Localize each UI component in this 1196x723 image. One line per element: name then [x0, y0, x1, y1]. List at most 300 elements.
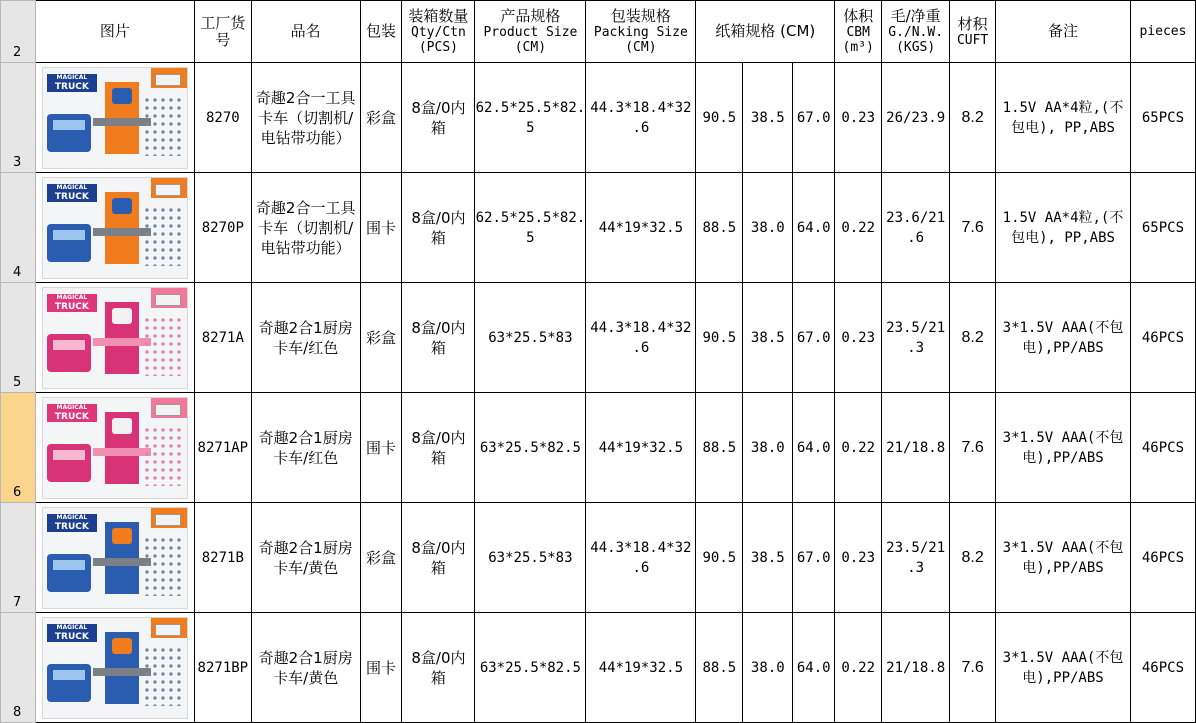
item-no-text: 8271BP: [197, 659, 249, 676]
name-line3: 电钻带功能）: [260, 128, 351, 147]
product-size-line1: 62.5*25.5*82.: [475, 209, 586, 226]
box-logo-line1: MAGICAL: [56, 513, 88, 521]
carton-width-text: 38.0: [750, 659, 785, 676]
cell-packing[interactable]: [360, 393, 402, 503]
box-tag: [155, 184, 181, 196]
box-logo-line2: TRUCK: [54, 81, 89, 92]
name-line1: 奇趣2合1厨房: [258, 538, 353, 557]
carton-width-text: 38.5: [750, 329, 785, 346]
cell-carton-width[interactable]: [743, 173, 793, 283]
header-packing-size-line3: (CM): [625, 40, 657, 55]
cell-packing-size[interactable]: [586, 173, 696, 283]
cell-image[interactable]: [35, 613, 194, 723]
toy-bus-window: [53, 230, 85, 240]
box-tag: [155, 624, 181, 636]
cell-packing-size[interactable]: [586, 283, 696, 393]
header-factory-no-line1: 工厂货: [200, 13, 246, 32]
item-no-text: 8271AP: [197, 439, 249, 456]
row-number-label: 7: [13, 595, 22, 610]
name-line2: 卡车/红色: [273, 338, 339, 357]
box-logo: [47, 514, 97, 532]
packing-size-line2: .6: [632, 559, 650, 576]
box-logo-line2: TRUCK: [54, 411, 89, 422]
packing-text: 彩盒: [366, 328, 397, 347]
header-carton-size-label: 纸箱规格 (CM): [715, 22, 816, 40]
cell-weight[interactable]: [882, 63, 950, 173]
header-volume-line2: CBM: [846, 25, 870, 40]
cell-cuft[interactable]: [950, 613, 996, 723]
cell-product-size[interactable]: [475, 173, 586, 283]
name-line1: 奇趣2合1厨房: [258, 648, 353, 667]
cell-name[interactable]: [251, 393, 360, 503]
cell-image[interactable]: [35, 393, 194, 503]
remark-line2: 包电), PP,ABS: [1011, 119, 1115, 136]
box-logo: [47, 624, 97, 642]
cell-carton-height[interactable]: [793, 283, 835, 393]
cell-weight[interactable]: [882, 393, 950, 503]
packing-size-line2: .6: [632, 339, 650, 356]
header-remark[interactable]: [996, 1, 1131, 63]
remark-line1: 1.5V AA*4粒,(不: [1002, 209, 1124, 226]
header-name[interactable]: [251, 1, 360, 63]
cell-name[interactable]: [251, 503, 360, 613]
pieces-text: 46PCS: [1141, 549, 1185, 566]
cbm-text: 0.22: [841, 219, 876, 236]
remark-line1: 3*1.5V AAA(不包: [1002, 539, 1124, 556]
header-qty-line2: Qty/Ctn: [411, 25, 466, 40]
carton-width-text: 38.0: [750, 219, 785, 236]
carton-height-text: 64.0: [796, 219, 831, 236]
cuft-text: 7.6: [961, 658, 984, 676]
packing-text: 彩盒: [366, 548, 397, 567]
toy-bus-window: [53, 670, 85, 680]
cell-cbm[interactable]: [835, 393, 882, 503]
pieces-text: 65PCS: [1141, 109, 1185, 126]
cell-qty[interactable]: [402, 613, 475, 723]
row-number-label: 4: [13, 265, 22, 280]
header-image-label: 图片: [99, 22, 130, 40]
name-line2: 卡车/黄色: [273, 558, 339, 577]
toy-face-shape: [112, 528, 132, 544]
cell-pieces[interactable]: [1130, 503, 1195, 613]
carton-length-text: 90.5: [702, 109, 737, 126]
cell-qty[interactable]: [402, 393, 475, 503]
box-logo-line1: MAGICAL: [56, 73, 88, 81]
header-qty[interactable]: [402, 1, 475, 63]
cell-remark[interactable]: [996, 63, 1131, 173]
cell-carton-length[interactable]: [696, 503, 743, 613]
cell-packing-size[interactable]: [586, 63, 696, 173]
cell-remark[interactable]: [996, 613, 1131, 723]
cell-pieces[interactable]: [1130, 173, 1195, 283]
cell-carton-width[interactable]: [743, 613, 793, 723]
cell-carton-width[interactable]: [743, 503, 793, 613]
cell-cbm[interactable]: [835, 503, 882, 613]
toy-bus-shape: [47, 334, 91, 372]
header-volume-line1: 体积: [843, 7, 874, 25]
cell-weight[interactable]: [882, 503, 950, 613]
box-logo: [47, 184, 97, 202]
header-weight-line1: 毛/净重: [890, 7, 941, 25]
box-logo: [47, 74, 97, 92]
carton-width-text: 38.5: [750, 109, 785, 126]
cell-name[interactable]: [251, 283, 360, 393]
name-line3: 电钻带功能）: [260, 238, 351, 257]
cell-item-no[interactable]: [194, 283, 251, 393]
pieces-text: 46PCS: [1141, 439, 1185, 456]
cell-image[interactable]: [35, 173, 194, 283]
box-logo: [47, 294, 97, 312]
pieces-text: 65PCS: [1141, 219, 1185, 236]
qty-line2: 箱: [430, 668, 446, 687]
product-image: [42, 507, 188, 609]
cell-cuft[interactable]: [950, 283, 996, 393]
cell-carton-length[interactable]: [696, 283, 743, 393]
row-number-header[interactable]: [1, 283, 36, 393]
cbm-text: 0.23: [841, 549, 876, 566]
table-row: [1, 613, 1196, 723]
header-pieces-label: pieces: [1139, 24, 1187, 39]
packing-size-line1: 44.3*18.4*32: [590, 99, 692, 116]
table-row: [1, 283, 1196, 393]
name-line1: 奇趣2合1厨房: [258, 318, 353, 337]
qty-line1: 8盒/0内: [411, 98, 466, 117]
toy-face-shape: [112, 638, 132, 654]
box-tag: [155, 404, 181, 416]
cell-name[interactable]: [251, 63, 360, 173]
carton-height-text: 64.0: [796, 439, 831, 456]
packing-size-line1: 44*19*32.5: [598, 219, 684, 236]
box-logo-line1: MAGICAL: [56, 403, 88, 411]
box-tag: [155, 294, 181, 306]
cell-carton-height[interactable]: [793, 613, 835, 723]
cell-remark[interactable]: [996, 393, 1131, 503]
product-size-line1: 63*25.5*83: [488, 549, 573, 566]
accessory-parts-shape: [143, 426, 181, 486]
box-logo-line1: MAGICAL: [56, 183, 88, 191]
qty-line2: 箱: [430, 558, 446, 577]
accessory-parts-shape: [143, 646, 181, 706]
cell-weight[interactable]: [882, 613, 950, 723]
qty-line2: 箱: [430, 448, 446, 467]
cell-pieces[interactable]: [1130, 63, 1195, 173]
box-logo-line2: TRUCK: [54, 301, 89, 312]
remark-line1: 3*1.5V AAA(不包: [1002, 429, 1124, 446]
carton-length-text: 88.5: [702, 219, 737, 236]
cell-remark[interactable]: [996, 503, 1131, 613]
box-logo-line1: MAGICAL: [56, 293, 88, 301]
cell-carton-height[interactable]: [793, 173, 835, 283]
remark-line1: 3*1.5V AAA(不包: [1002, 649, 1124, 666]
carton-length-text: 88.5: [702, 439, 737, 456]
toy-face-shape: [112, 418, 132, 434]
accessory-parts-shape: [143, 536, 181, 596]
packing-size-line1: 44.3*18.4*32: [590, 319, 692, 336]
weight-line2: .6: [907, 229, 925, 246]
header-packing[interactable]: [360, 1, 402, 63]
qty-line2: 箱: [430, 338, 446, 357]
cell-pieces[interactable]: [1130, 613, 1195, 723]
cell-pieces[interactable]: [1130, 393, 1195, 503]
name-line1: 奇趣2合一工具: [255, 198, 356, 217]
cell-pieces[interactable]: [1130, 283, 1195, 393]
carton-width-text: 38.5: [750, 549, 785, 566]
item-no-text: 8270P: [201, 219, 244, 236]
accessory-parts-shape: [143, 316, 181, 376]
carton-width-text: 38.0: [750, 439, 785, 456]
toy-bus-shape: [47, 554, 91, 592]
header-remark-label: 备注: [1048, 22, 1079, 40]
remark-line1: 3*1.5V AAA(不包: [1002, 319, 1124, 336]
qty-line2: 箱: [430, 228, 446, 247]
product-image: [42, 177, 188, 279]
cell-carton-length[interactable]: [696, 393, 743, 503]
header-factory-no[interactable]: [194, 1, 251, 63]
packing-size-line1: 44*19*32.5: [598, 439, 684, 456]
item-no-text: 8270: [205, 109, 240, 126]
name-line2: 卡车/黄色: [273, 668, 339, 687]
cbm-text: 0.23: [841, 329, 876, 346]
packing-size-line2: .6: [632, 119, 650, 136]
header-qty-line1: 装箱数量: [408, 7, 469, 25]
weight-line1: 21/18.8: [886, 439, 946, 456]
box-tag: [155, 74, 181, 86]
row-number-header[interactable]: [1, 393, 36, 503]
cell-packing-size[interactable]: [586, 393, 696, 503]
pieces-text: 46PCS: [1141, 659, 1185, 676]
product-image: [42, 287, 188, 389]
table-row: [1, 393, 1196, 503]
product-size-line1: 62.5*25.5*82.: [475, 99, 586, 116]
cell-item-no[interactable]: [194, 63, 251, 173]
cell-weight[interactable]: [882, 283, 950, 393]
weight-line1: 23.6/21: [886, 209, 946, 226]
carton-height-text: 64.0: [796, 659, 831, 676]
packing-size-line1: 44.3*18.4*32: [590, 539, 692, 556]
header-pieces[interactable]: [1130, 1, 1195, 63]
toy-bus-shape: [47, 224, 91, 262]
cell-packing-size[interactable]: [586, 503, 696, 613]
name-line2: 卡车（切割机/: [258, 218, 354, 237]
box-logo-line1: MAGICAL: [56, 623, 88, 631]
product-size-line2: 5: [526, 119, 535, 136]
product-size-line1: 63*25.5*82.5: [479, 439, 581, 456]
cuft-text: 7.6: [961, 218, 984, 236]
cell-carton-length[interactable]: [696, 613, 743, 723]
weight-line2: .3: [907, 339, 925, 356]
carton-height-text: 67.0: [796, 109, 831, 126]
cell-remark[interactable]: [996, 173, 1131, 283]
header-factory-no-line2: 号: [215, 30, 231, 49]
cell-carton-width[interactable]: [743, 283, 793, 393]
cell-packing[interactable]: [360, 173, 402, 283]
toy-face-shape: [112, 198, 132, 214]
row-number-label: 5: [13, 375, 22, 390]
cell-carton-width[interactable]: [743, 393, 793, 503]
cell-item-no[interactable]: [194, 173, 251, 283]
header-volume[interactable]: [835, 1, 882, 63]
name-line2: 卡车（切割机/: [258, 108, 354, 127]
cbm-text: 0.22: [841, 659, 876, 676]
row-number-header[interactable]: [1, 63, 36, 173]
cell-cuft[interactable]: [950, 503, 996, 613]
header-cuft-line2: CUFT: [956, 32, 989, 48]
packing-text: 围卡: [366, 218, 397, 237]
cell-cuft[interactable]: [950, 173, 996, 283]
cell-cbm[interactable]: [835, 173, 882, 283]
packing-text: 围卡: [366, 658, 397, 677]
toy-bus-shape: [47, 114, 91, 152]
cell-cbm[interactable]: [835, 63, 882, 173]
header-weight-line2: G./N.W.: [888, 25, 944, 40]
header-volume-line3: (m³): [842, 40, 874, 55]
product-image: [42, 397, 188, 499]
header-product-size-line1: 产品规格: [500, 7, 561, 25]
cell-cuft[interactable]: [950, 393, 996, 503]
cell-qty[interactable]: [402, 63, 475, 173]
cell-name[interactable]: [251, 613, 360, 723]
cbm-text: 0.23: [841, 109, 876, 126]
qty-line1: 8盒/0内: [411, 208, 466, 227]
item-no-text: 8271A: [201, 329, 244, 346]
accessory-parts-shape: [143, 206, 181, 266]
remark-line1: 1.5V AA*4粒,(不: [1002, 99, 1124, 116]
packing-size-line1: 44*19*32.5: [598, 659, 684, 676]
table-row: [1, 173, 1196, 283]
header-packing-size-line1: 包装规格: [610, 7, 671, 25]
cell-remark[interactable]: [996, 283, 1131, 393]
cell-carton-length[interactable]: [696, 173, 743, 283]
cell-carton-height[interactable]: [793, 393, 835, 503]
cbm-text: 0.22: [841, 439, 876, 456]
cell-image[interactable]: [35, 63, 194, 173]
cell-item-no[interactable]: [194, 393, 251, 503]
header-cuft-line1: 材积: [957, 14, 988, 33]
header-carton-size[interactable]: [696, 1, 835, 63]
header-product-size[interactable]: [475, 1, 586, 63]
carton-height-text: 67.0: [796, 329, 831, 346]
cell-carton-height[interactable]: [793, 63, 835, 173]
row-number-label: 8: [13, 705, 22, 720]
header-product-size-line3: (CM): [514, 40, 547, 55]
carton-length-text: 90.5: [702, 329, 737, 346]
product-size-line1: 63*25.5*82.5: [479, 659, 581, 676]
cell-packing[interactable]: [360, 63, 402, 173]
name-line2: 卡车/红色: [273, 448, 339, 467]
weight-line1: 23.5/21: [886, 319, 946, 336]
cell-product-size[interactable]: [475, 283, 586, 393]
cuft-text: 8.2: [961, 328, 984, 346]
cell-cbm[interactable]: [835, 283, 882, 393]
toy-bus-shape: [47, 664, 91, 702]
cell-packing[interactable]: [360, 613, 402, 723]
box-logo: [47, 404, 97, 422]
header-cuft[interactable]: [950, 1, 996, 63]
header-name-label: 品名: [290, 22, 321, 40]
header-product-size-line2: Product Size: [483, 25, 578, 40]
toy-face-shape: [112, 308, 132, 324]
remark-line2: 电),PP/ABS: [1022, 559, 1104, 576]
remark-line2: 电),PP/ABS: [1022, 449, 1104, 466]
box-logo-line2: TRUCK: [54, 191, 89, 202]
box-logo-line2: TRUCK: [54, 631, 89, 642]
row-number-header[interactable]: [1, 613, 36, 723]
row-number-header[interactable]: [1, 503, 36, 613]
cell-qty[interactable]: [402, 503, 475, 613]
carton-length-text: 90.5: [702, 549, 737, 566]
row-number-header[interactable]: [1, 1, 36, 63]
header-weight[interactable]: [882, 1, 950, 63]
qty-line2: 箱: [430, 118, 446, 137]
cell-weight[interactable]: [882, 173, 950, 283]
weight-line1: 23.5/21: [886, 539, 946, 556]
box-logo-line2: TRUCK: [54, 521, 89, 532]
header-packing-size-line2: Packing Size: [593, 25, 688, 40]
header-packing-size[interactable]: [586, 1, 696, 63]
cell-product-size[interactable]: [475, 613, 586, 723]
cell-product-size[interactable]: [475, 63, 586, 173]
row-number-label: 3: [13, 155, 22, 170]
remark-line2: 电),PP/ABS: [1022, 669, 1104, 686]
product-size-line1: 63*25.5*83: [488, 329, 573, 346]
toy-bus-window: [53, 340, 85, 350]
cuft-text: 8.2: [961, 108, 984, 126]
toy-bus-window: [53, 560, 85, 570]
cell-image[interactable]: [35, 283, 194, 393]
cell-carton-width[interactable]: [743, 63, 793, 173]
cell-carton-height[interactable]: [793, 503, 835, 613]
cell-qty[interactable]: [402, 173, 475, 283]
table-row: [1, 63, 1196, 173]
cell-product-size[interactable]: [475, 393, 586, 503]
cell-item-no[interactable]: [194, 613, 251, 723]
remark-line2: 包电), PP,ABS: [1011, 229, 1115, 246]
cell-item-no[interactable]: [194, 503, 251, 613]
cuft-text: 8.2: [961, 548, 984, 566]
packing-text: 彩盒: [366, 108, 397, 127]
cell-product-size[interactable]: [475, 503, 586, 613]
cell-packing[interactable]: [360, 503, 402, 613]
product-image: [42, 67, 188, 169]
cell-carton-length[interactable]: [696, 63, 743, 173]
qty-line1: 8盒/0内: [411, 648, 466, 667]
product-image: [42, 617, 188, 719]
weight-line1: 26/23.9: [886, 109, 946, 126]
cell-image[interactable]: [35, 503, 194, 613]
cell-qty[interactable]: [402, 283, 475, 393]
packing-text: 围卡: [366, 438, 397, 457]
carton-length-text: 88.5: [702, 659, 737, 676]
cell-cuft[interactable]: [950, 63, 996, 173]
pieces-text: 46PCS: [1141, 329, 1185, 346]
weight-line1: 21/18.8: [886, 659, 946, 676]
row-number-header[interactable]: [1, 173, 36, 283]
toy-bus-window: [53, 450, 85, 460]
cell-name[interactable]: [251, 173, 360, 283]
grid-body: [1, 1, 1196, 723]
cell-packing-size[interactable]: [586, 613, 696, 723]
qty-line1: 8盒/0内: [411, 428, 466, 447]
header-packing-label: 包装: [366, 22, 397, 40]
cell-packing[interactable]: [360, 283, 402, 393]
item-no-text: 8271B: [201, 549, 244, 566]
name-line1: 奇趣2合一工具: [255, 88, 356, 107]
qty-line1: 8盒/0内: [411, 318, 466, 337]
header-weight-line3: (KGS): [896, 40, 936, 55]
toy-bus-window: [53, 120, 85, 130]
header-image[interactable]: [35, 1, 194, 63]
cell-cbm[interactable]: [835, 613, 882, 723]
